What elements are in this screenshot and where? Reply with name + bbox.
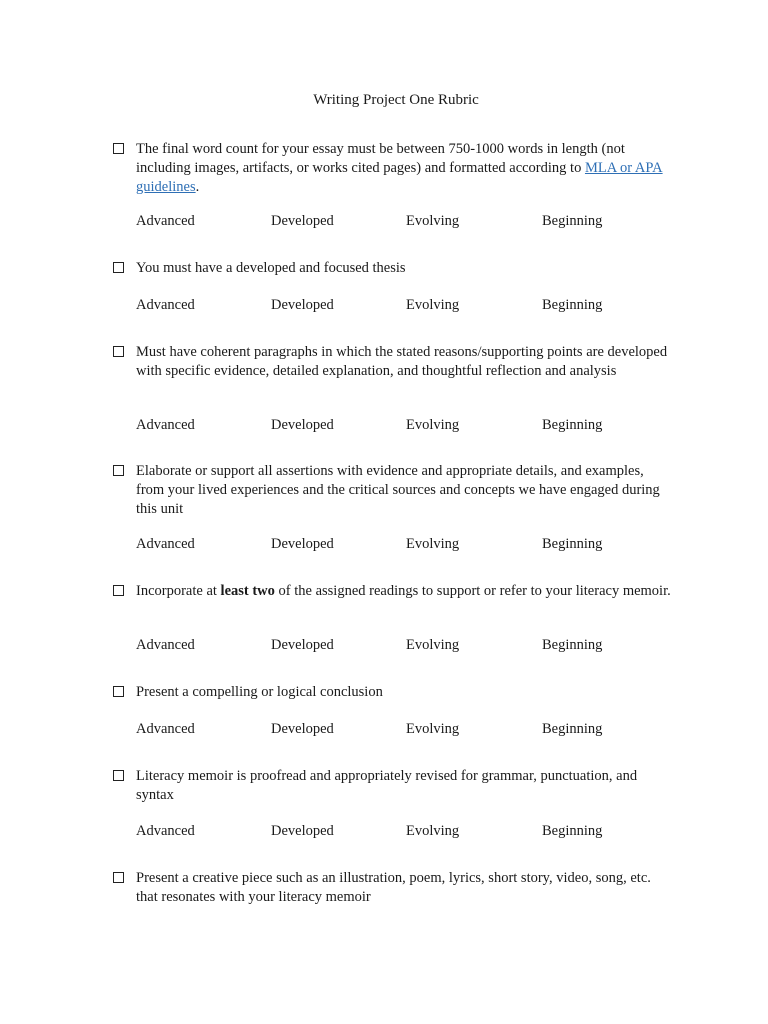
rating-advanced[interactable]: Advanced: [136, 417, 195, 433]
rubric-item-thesis: [113, 259, 673, 278]
checkbox[interactable]: [113, 585, 124, 596]
checkbox[interactable]: [113, 686, 124, 697]
rubric-item-text: Elaborate or support all assertions with evidence and appropriate details, and examples, from your lived experiences and the critical sources and concepts we have engaged during this unit: [136, 463, 660, 517]
rating-advanced[interactable]: Advanced: [136, 213, 195, 229]
rating-developed[interactable]: Developed: [271, 297, 334, 313]
rubric-item-text: The final word count for your essay must be between 750-1000 words in length (not including images, artifacts, or works cited pages) and formatted according to MLA or APA guidelines.: [136, 141, 663, 195]
rating-scale: [136, 721, 656, 741]
rating-evolving[interactable]: Evolving: [406, 637, 460, 653]
rubric-item-word-count: [113, 140, 673, 197]
checkbox[interactable]: [113, 346, 124, 357]
rating-beginning[interactable]: Beginning: [542, 637, 603, 653]
rating-advanced[interactable]: Advanced: [136, 637, 195, 653]
rating-developed[interactable]: Developed: [271, 536, 334, 552]
rating-evolving[interactable]: Evolving: [406, 536, 460, 552]
rating-beginning[interactable]: Beginning: [542, 213, 603, 229]
rating-scale: [136, 417, 656, 437]
rating-advanced[interactable]: Advanced: [136, 721, 195, 737]
rating-developed[interactable]: Developed: [271, 213, 334, 229]
checkbox[interactable]: [113, 872, 124, 883]
mla-apa-guidelines-link[interactable]: MLA or APA guidelines: [136, 160, 663, 195]
rubric-item-conclusion: [113, 683, 673, 702]
rubric-item-assertions: [113, 462, 673, 519]
rating-developed[interactable]: Developed: [271, 417, 334, 433]
checkbox[interactable]: [113, 770, 124, 781]
rating-developed[interactable]: Developed: [271, 823, 334, 839]
rubric-item-text: You must have a developed and focused thesis: [136, 260, 406, 276]
rubric-item-text: Incorporate at least two of the assigned readings to support or refer to your literacy memoir.: [136, 583, 671, 599]
checkbox[interactable]: [113, 465, 124, 476]
rubric-item-creative-piece: [113, 869, 673, 907]
rubric-item-proofread: [113, 767, 673, 805]
rubric-item-text: Present a creative piece such as an illustration, poem, lyrics, short story, video, song, etc. that resonates with your literacy memoir: [136, 870, 651, 905]
rating-advanced[interactable]: Advanced: [136, 536, 195, 552]
rating-evolving[interactable]: Evolving: [406, 823, 460, 839]
rubric-item-paragraphs: [113, 343, 673, 381]
rating-evolving[interactable]: Evolving: [406, 721, 460, 737]
rating-scale: [136, 823, 656, 843]
rating-scale: [136, 637, 656, 657]
rating-beginning[interactable]: Beginning: [542, 536, 603, 552]
rating-beginning[interactable]: Beginning: [542, 823, 603, 839]
rating-evolving[interactable]: Evolving: [406, 213, 460, 229]
emphasis-least-two: least two: [220, 583, 275, 599]
rating-evolving[interactable]: Evolving: [406, 417, 460, 433]
rating-scale: [136, 213, 656, 233]
checkbox[interactable]: [113, 262, 124, 273]
rating-advanced[interactable]: Advanced: [136, 297, 195, 313]
rating-beginning[interactable]: Beginning: [542, 417, 603, 433]
rating-beginning[interactable]: Beginning: [542, 721, 603, 737]
rating-scale: [136, 536, 656, 556]
rating-scale: [136, 297, 656, 317]
rubric-item-readings: [113, 582, 673, 601]
rating-advanced[interactable]: Advanced: [136, 823, 195, 839]
rubric-item-text: Present a compelling or logical conclusion: [136, 684, 383, 700]
rating-developed[interactable]: Developed: [271, 637, 334, 653]
rating-developed[interactable]: Developed: [271, 721, 334, 737]
rubric-item-text: Must have coherent paragraphs in which the stated reasons/supporting points are developed with specific evidence, detailed explanation, and thoughtful reflection and analysis: [136, 344, 668, 379]
document-title: Writing Project One Rubric: [313, 92, 479, 108]
rubric-item-text: Literacy memoir is proofread and appropriately revised for grammar, punctuation, and syntax: [136, 768, 638, 803]
checkbox[interactable]: [113, 143, 124, 154]
rating-beginning[interactable]: Beginning: [542, 297, 603, 313]
rating-evolving[interactable]: Evolving: [406, 297, 460, 313]
